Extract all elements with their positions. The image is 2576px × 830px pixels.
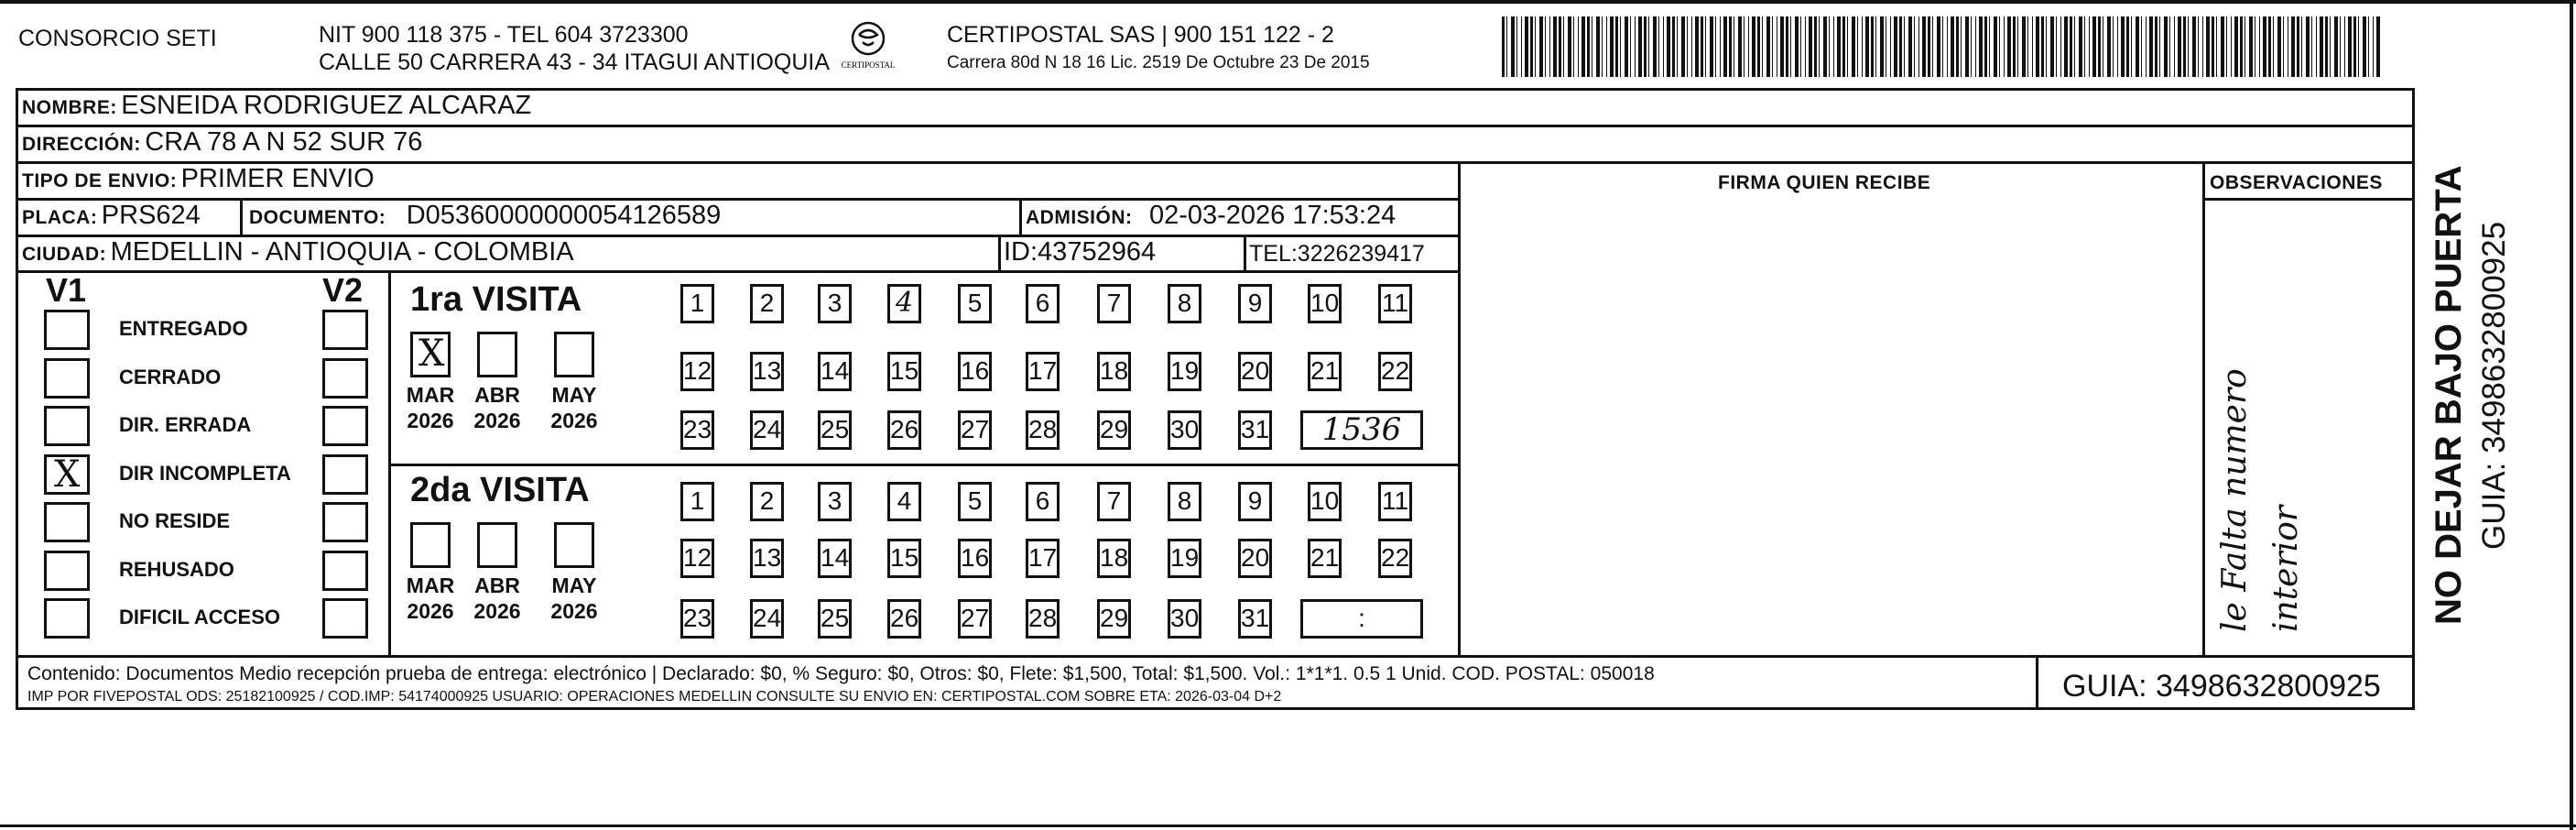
tipo-row: [22, 164, 375, 194]
v1-checkbox[interactable]: [44, 454, 90, 495]
day-box[interactable]: 16: [958, 352, 992, 391]
day-box[interactable]: 2: [750, 482, 784, 521]
documento-label: DOCUMENTO:: [249, 207, 386, 228]
admision-value: 02-03-2026 17:53:24: [1148, 201, 1397, 230]
tipo-label: TIPO DE ENVIO:: [22, 170, 178, 191]
day-box[interactable]: 2: [750, 284, 784, 323]
documento-cell: [249, 201, 721, 231]
visit2-title: 2da VISITA: [410, 471, 590, 509]
nombre-value: ESNEIDA RODRIGUEZ ALCARAZ: [121, 91, 532, 120]
day-box[interactable]: 6: [1026, 284, 1060, 323]
v2-checkbox[interactable]: [322, 310, 368, 350]
col-divider: [2202, 161, 2205, 656]
month-checkbox[interactable]: [477, 332, 517, 377]
certipostal-logo: [831, 18, 905, 73]
day-box[interactable]: 15: [887, 539, 921, 578]
day-box[interactable]: 14: [818, 352, 852, 391]
day-box[interactable]: 14: [818, 539, 852, 578]
logo-text: CERTIPOSTAL: [841, 60, 896, 70]
id-value: ID:43752964: [1004, 237, 1157, 267]
day-box[interactable]: 28: [1026, 599, 1060, 639]
day-box[interactable]: 23: [680, 599, 714, 639]
status-label: REHUSADO: [119, 557, 234, 581]
day-box[interactable]: 20: [1238, 352, 1272, 391]
v2-checkbox[interactable]: [322, 598, 368, 639]
month-label: MAR: [406, 383, 455, 407]
v1-checkbox[interactable]: [44, 310, 90, 350]
direccion-label: DIRECCIÓN:: [22, 134, 141, 155]
cell-divider: [240, 198, 243, 235]
nombre-row: [22, 91, 531, 121]
placa-value: PRS624: [101, 201, 201, 230]
certipostal-line: CERTIPOSTAL SAS | 900 151 122 - 2: [947, 22, 1334, 48]
placa-cell: [22, 201, 201, 231]
company-name: CONSORCIO SETI: [18, 26, 217, 51]
year-label: 2026: [473, 409, 521, 432]
side-warning: NO DEJAR BAJO PUERTA: [2429, 165, 2469, 625]
v1-checkbox[interactable]: [44, 502, 90, 542]
observaciones-header: OBSERVACIONES: [2210, 172, 2383, 193]
day-box[interactable]: 25: [818, 410, 852, 450]
v1-checkbox[interactable]: [44, 598, 90, 639]
status-label: DIFICIL ACCESO: [119, 606, 281, 628]
day-box[interactable]: 10: [1308, 482, 1342, 521]
day-box[interactable]: 9: [1238, 284, 1272, 323]
company-nit: NIT 900 118 375 - TEL 604 3723300: [319, 22, 689, 48]
main-form-frame: [16, 88, 2415, 710]
day-box[interactable]: 8: [1168, 482, 1201, 521]
day-box[interactable]: 29: [1097, 410, 1131, 450]
day-box[interactable]: 26: [887, 410, 921, 450]
day-box[interactable]: 16: [958, 539, 992, 578]
day-box[interactable]: 8: [1168, 284, 1201, 323]
year-label: 2026: [550, 599, 598, 623]
month-label: ABR: [474, 383, 520, 407]
month-checkbox[interactable]: [554, 522, 594, 568]
day-box[interactable]: 25: [818, 599, 852, 639]
day-box[interactable]: 22: [1378, 352, 1412, 391]
license-line: Carrera 80d N 18 16 Lic. 2519 De Octubre 23 De 2015: [947, 53, 1370, 72]
day-box[interactable]: 1: [680, 482, 714, 521]
direccion-row: [22, 127, 422, 158]
visit-divider: [388, 464, 1458, 466]
day-box[interactable]: 12: [680, 539, 714, 578]
ciudad-cell: [22, 237, 574, 268]
tel-value: TEL:3226239417: [1249, 241, 1425, 267]
v2-checkbox[interactable]: [322, 406, 368, 446]
day-box[interactable]: 5: [958, 482, 992, 521]
day-box[interactable]: 3: [818, 482, 852, 521]
footer-guia: GUIA: 3498632800925: [2062, 669, 2381, 704]
day-box[interactable]: 17: [1026, 539, 1060, 578]
v1-checkbox[interactable]: [44, 358, 90, 399]
visit1-title: 1ra VISITA: [410, 280, 582, 319]
day-box[interactable]: 19: [1168, 352, 1201, 391]
documento-value: D05360000000054126589: [406, 201, 722, 230]
day-box[interactable]: 9: [1238, 482, 1272, 521]
row-divider: [16, 655, 2415, 658]
row-divider: [2202, 198, 2415, 201]
year-label: 2026: [407, 409, 454, 432]
day-box[interactable]: 27: [958, 410, 992, 450]
footer-contenido: Contenido: Documentos Medio recepción prueba de entrega: electrónico | Declarado: $0, % Seguro: $0, Otros: $0, Flete: $1,500, Total: $1,500. Vol.: 1*1*1. 0.5 1 Unid. COD. POSTAL: 050018: [27, 663, 1655, 684]
day-box[interactable]: 13: [750, 352, 784, 391]
v2-checkbox[interactable]: [322, 502, 368, 542]
v1-header: V1: [46, 271, 87, 309]
status-label: NO RESIDE: [119, 509, 231, 532]
status-label: DIR. ERRADA: [119, 413, 252, 436]
top-border: [0, 0, 2576, 4]
admision-cell: [1026, 201, 1396, 231]
admision-label: ADMISIÓN:: [1026, 207, 1133, 228]
day-box[interactable]: 26: [887, 599, 921, 639]
day-box[interactable]: 4: [887, 284, 921, 323]
day-box[interactable]: 31: [1238, 410, 1272, 450]
cell-divider: [998, 235, 1001, 271]
status-label: CERRADO: [119, 365, 222, 388]
ciudad-label: CIUDAD:: [22, 244, 107, 265]
time-box[interactable]: 1536: [1300, 410, 1423, 450]
cell-divider: [2036, 655, 2038, 710]
row-divider: [16, 270, 1458, 273]
month-label: ABR: [474, 573, 520, 597]
v2-checkbox[interactable]: [322, 358, 368, 399]
day-box[interactable]: 11: [1378, 482, 1412, 521]
company-address: CALLE 50 CARRERA 43 - 34 ITAGUI ANTIOQUIA: [319, 49, 831, 75]
firma-header: FIRMA QUIEN RECIBE: [1718, 172, 1931, 193]
row-divider: [16, 161, 2415, 164]
year-label: 2026: [473, 599, 521, 623]
year-label: 2026: [407, 599, 454, 623]
cell-divider: [1019, 198, 1022, 235]
nombre-label: NOMBRE:: [22, 97, 117, 118]
ciudad-value: MEDELLIN - ANTIOQUIA - COLOMBIA: [110, 237, 574, 267]
day-box[interactable]: 7: [1097, 482, 1131, 521]
day-box[interactable]: 21: [1308, 352, 1342, 391]
footer-imp: IMP POR FIVEPOSTAL ODS: 25182100925 / COD.IMP: 54174000925 USUARIO: OPERACIONES MEDELLIN CONSULTE SU ENVIO EN: CERTIPOSTAL.COM SOBRE ETA: 2026-03-04 D+2: [27, 689, 1282, 704]
direccion-value: CRA 78 A N 52 SUR 76: [145, 127, 423, 157]
month-label: MAR: [406, 573, 455, 597]
day-box[interactable]: 18: [1097, 539, 1131, 578]
day-box[interactable]: 27: [958, 599, 992, 639]
day-box[interactable]: 12: [680, 352, 714, 391]
day-box[interactable]: 15: [887, 352, 921, 391]
cell-divider: [1244, 235, 1246, 271]
day-box[interactable]: 23: [680, 410, 714, 450]
v1-checkbox[interactable]: [44, 551, 90, 591]
v2-checkbox[interactable]: [322, 551, 368, 591]
side-guia: GUIA: 3498632800925: [2476, 221, 2512, 550]
day-box[interactable]: 29: [1097, 599, 1131, 639]
month-checkbox[interactable]: [410, 522, 451, 568]
day-box[interactable]: 24: [750, 599, 784, 639]
observaciones-note-2: interior: [2267, 505, 2305, 632]
month-checkbox[interactable]: [477, 522, 517, 568]
month-checkbox[interactable]: [410, 332, 451, 377]
placa-label: PLACA:: [22, 207, 98, 228]
right-border: [2570, 0, 2573, 830]
day-box[interactable]: 18: [1097, 352, 1131, 391]
time-box[interactable]: :: [1300, 599, 1423, 639]
day-box[interactable]: 19: [1168, 539, 1201, 578]
day-box[interactable]: 11: [1378, 284, 1412, 323]
day-box[interactable]: 22: [1378, 539, 1412, 578]
observaciones-note-1: le Falta numero: [2216, 368, 2254, 632]
day-box[interactable]: 7: [1097, 284, 1131, 323]
v1-check-mark: X: [54, 453, 81, 496]
day-box[interactable]: 24: [750, 410, 784, 450]
day-box[interactable]: 10: [1308, 284, 1342, 323]
col-divider: [1458, 161, 1461, 656]
status-label: DIR INCOMPLETA: [119, 461, 291, 485]
day-box[interactable]: 21: [1308, 539, 1342, 578]
day-box[interactable]: 6: [1026, 482, 1060, 521]
v2-header: V2: [322, 271, 364, 309]
year-label: 2026: [550, 409, 598, 432]
v1-checkbox[interactable]: [44, 406, 90, 446]
day-box[interactable]: 17: [1026, 352, 1060, 391]
day-box[interactable]: 20: [1238, 539, 1272, 578]
day-box[interactable]: 30: [1168, 410, 1201, 450]
day-box[interactable]: 4: [887, 482, 921, 521]
day-box[interactable]: 30: [1168, 599, 1201, 639]
month-label: MAY: [551, 573, 597, 597]
month-checkbox[interactable]: [554, 332, 594, 377]
bottom-border: [0, 825, 2576, 827]
day-box[interactable]: 3: [818, 284, 852, 323]
day-box[interactable]: 28: [1026, 410, 1060, 450]
day-box[interactable]: 31: [1238, 599, 1272, 639]
barcode: [1502, 16, 2381, 77]
day-box[interactable]: 5: [958, 284, 992, 323]
tipo-value: PRIMER ENVIO: [180, 164, 375, 193]
month-label: MAY: [551, 383, 597, 407]
status-label: ENTREGADO: [119, 317, 248, 340]
day-box[interactable]: 13: [750, 539, 784, 578]
day-box[interactable]: 1: [680, 284, 714, 323]
month-check-mark: X: [418, 333, 445, 375]
v2-checkbox[interactable]: [322, 454, 368, 495]
